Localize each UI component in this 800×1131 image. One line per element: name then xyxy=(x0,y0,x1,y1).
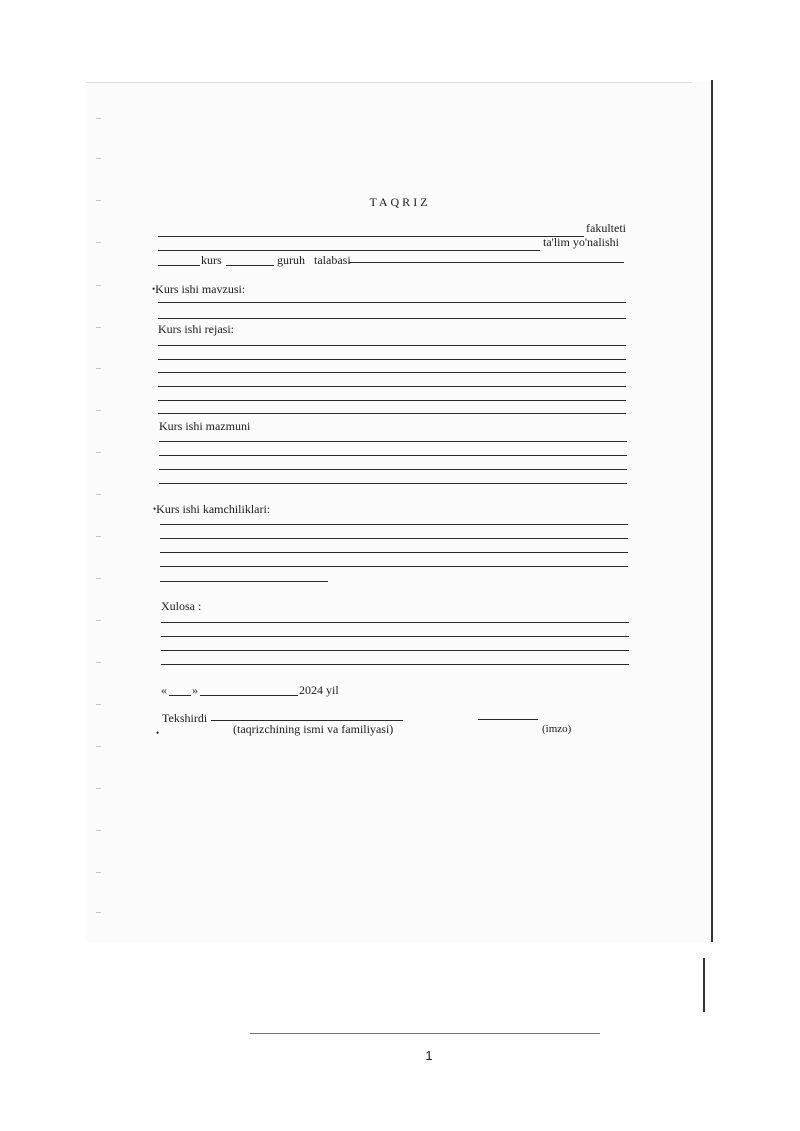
bullet-mark: • xyxy=(156,728,160,738)
scan-artifact xyxy=(96,494,101,495)
direction-line xyxy=(158,250,540,251)
date-open-quote: « xyxy=(161,683,167,697)
plan-line xyxy=(158,413,626,414)
scan-artifact xyxy=(96,746,101,747)
checked-by-label: Tekshirdi xyxy=(162,711,208,725)
shortcomings-line xyxy=(160,538,628,539)
direction-label: ta'lim yo'nalishi xyxy=(543,235,619,249)
scan-artifact xyxy=(96,242,101,243)
student-line xyxy=(349,262,624,263)
scan-artifact xyxy=(96,158,101,159)
topic-heading xyxy=(152,282,245,296)
scan-top-edge xyxy=(86,82,692,83)
group-line xyxy=(226,265,274,266)
shortcomings-heading-text: Kurs ishi kamchiliklari: xyxy=(156,502,271,516)
topic-line xyxy=(158,318,626,319)
conclusion-line xyxy=(161,622,629,623)
scan-artifact xyxy=(96,912,101,913)
course-label: kurs xyxy=(201,253,222,267)
conclusion-line xyxy=(161,636,629,637)
shortcomings-heading xyxy=(153,502,270,516)
scan-artifact xyxy=(96,368,101,369)
plan-line xyxy=(158,386,626,387)
scan-artifact xyxy=(96,452,101,453)
scan-artifact xyxy=(96,118,101,119)
scan-artifact xyxy=(96,410,101,411)
scan-artifact xyxy=(96,536,101,537)
shortcomings-line xyxy=(160,524,628,525)
scan-artifact xyxy=(96,620,101,621)
scan-artifact xyxy=(96,788,101,789)
plan-line xyxy=(158,359,626,360)
signature-line xyxy=(478,719,538,720)
scan-artifact xyxy=(96,830,101,831)
course-line xyxy=(158,265,200,266)
scan-artifact xyxy=(96,662,101,663)
reviewer-name-caption: (taqrizchining ismi va familiyasi) xyxy=(233,722,394,736)
scan-artifact xyxy=(96,285,101,286)
date-day-line xyxy=(169,695,191,696)
plan-heading: Kurs ishi rejasi: xyxy=(158,322,234,336)
plan-line xyxy=(158,400,626,401)
date-year: 2024 yil xyxy=(299,683,339,697)
shortcomings-line xyxy=(160,552,628,553)
content-line xyxy=(159,469,627,470)
conclusion-line xyxy=(161,650,629,651)
bullet-mark: • xyxy=(153,504,157,514)
conclusion-line xyxy=(161,664,629,665)
document-title: TAQRIZ xyxy=(369,195,431,209)
faculty-line xyxy=(158,236,584,237)
scan-right-edge-lower xyxy=(703,958,705,1012)
topic-heading-text: Kurs ishi mavzusi: xyxy=(155,282,246,296)
content-line xyxy=(159,455,627,456)
scan-artifact xyxy=(96,578,101,579)
scan-artifact xyxy=(96,872,101,873)
conclusion-heading: Xulosa : xyxy=(161,599,202,613)
shortcomings-line xyxy=(160,581,328,582)
student-label: talabasi xyxy=(314,253,351,267)
date-month-line xyxy=(200,695,298,696)
content-line xyxy=(159,483,627,484)
group-label: guruh xyxy=(277,253,305,267)
plan-line xyxy=(158,372,626,373)
bullet-mark: • xyxy=(152,284,156,294)
faculty-label: fakulteti xyxy=(586,221,626,235)
topic-line xyxy=(158,302,626,303)
footer-rule xyxy=(250,1033,600,1034)
plan-line xyxy=(158,345,626,346)
content-heading: Kurs ishi mazmuni xyxy=(159,419,251,433)
date-close-quote: » xyxy=(192,683,198,697)
scan-artifact xyxy=(96,704,101,705)
content-line xyxy=(159,441,627,442)
signature-caption: (imzo) xyxy=(542,723,572,735)
reviewer-name-line xyxy=(211,720,403,721)
shortcomings-line xyxy=(160,566,628,567)
scan-artifact xyxy=(96,327,101,328)
page-number: 1 xyxy=(425,1048,433,1063)
